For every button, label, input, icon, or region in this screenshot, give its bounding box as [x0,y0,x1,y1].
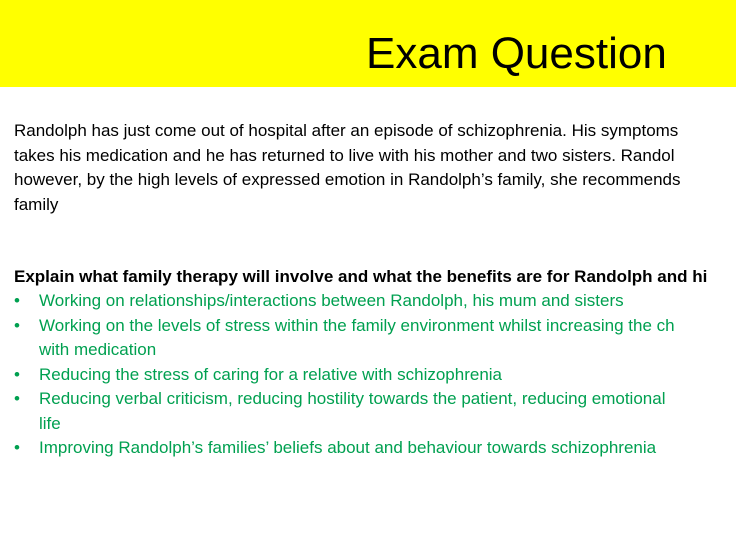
answer-line: Working on the levels of stress within the family environment whilst increasing the ch [39,315,675,335]
answer-item [14,363,736,388]
scenario-line: family [14,194,59,214]
exam-question: Explain what family therapy will involve and what the benefits are for Randolph and hi [14,267,708,286]
answer-line: life [39,413,61,433]
answer-line: Reducing verbal criticism, reducing hostility towards the patient, reducing emotional [39,389,666,408]
bullet-icon: • [14,389,20,408]
scenario-line: takes his medication and he has returned to live with his mother and two sisters. Randol [14,145,675,165]
answer-item [14,289,736,314]
answer-line: with medication [39,340,157,359]
answer-item [14,314,736,363]
answer-line: Working on relationships/interactions between Randolph, his mum and sisters [39,291,624,310]
scenario-line: Randolph has just come out of hospital after an episode of schizophrenia. His symptoms [14,121,679,140]
answer-item [14,387,736,436]
scenario-paragraph [14,119,736,217]
scenario-line: however, by the high levels of expressed emotion in Randolph’s family, she recommends [14,170,681,189]
answer-list [14,289,736,461]
answer-line: Reducing the stress of caring for a relative with schizophrenia [39,364,503,384]
bullet-icon: • [14,291,20,310]
bullet-icon: • [14,364,20,384]
bullet-icon: • [14,315,20,335]
bullet-icon: • [14,438,20,457]
slide-title: Exam Question [366,29,667,78]
title-banner [0,0,736,87]
answer-line: Improving Randolph’s families’ beliefs about and behaviour towards schizophrenia [39,438,657,457]
answer-item [14,436,736,461]
